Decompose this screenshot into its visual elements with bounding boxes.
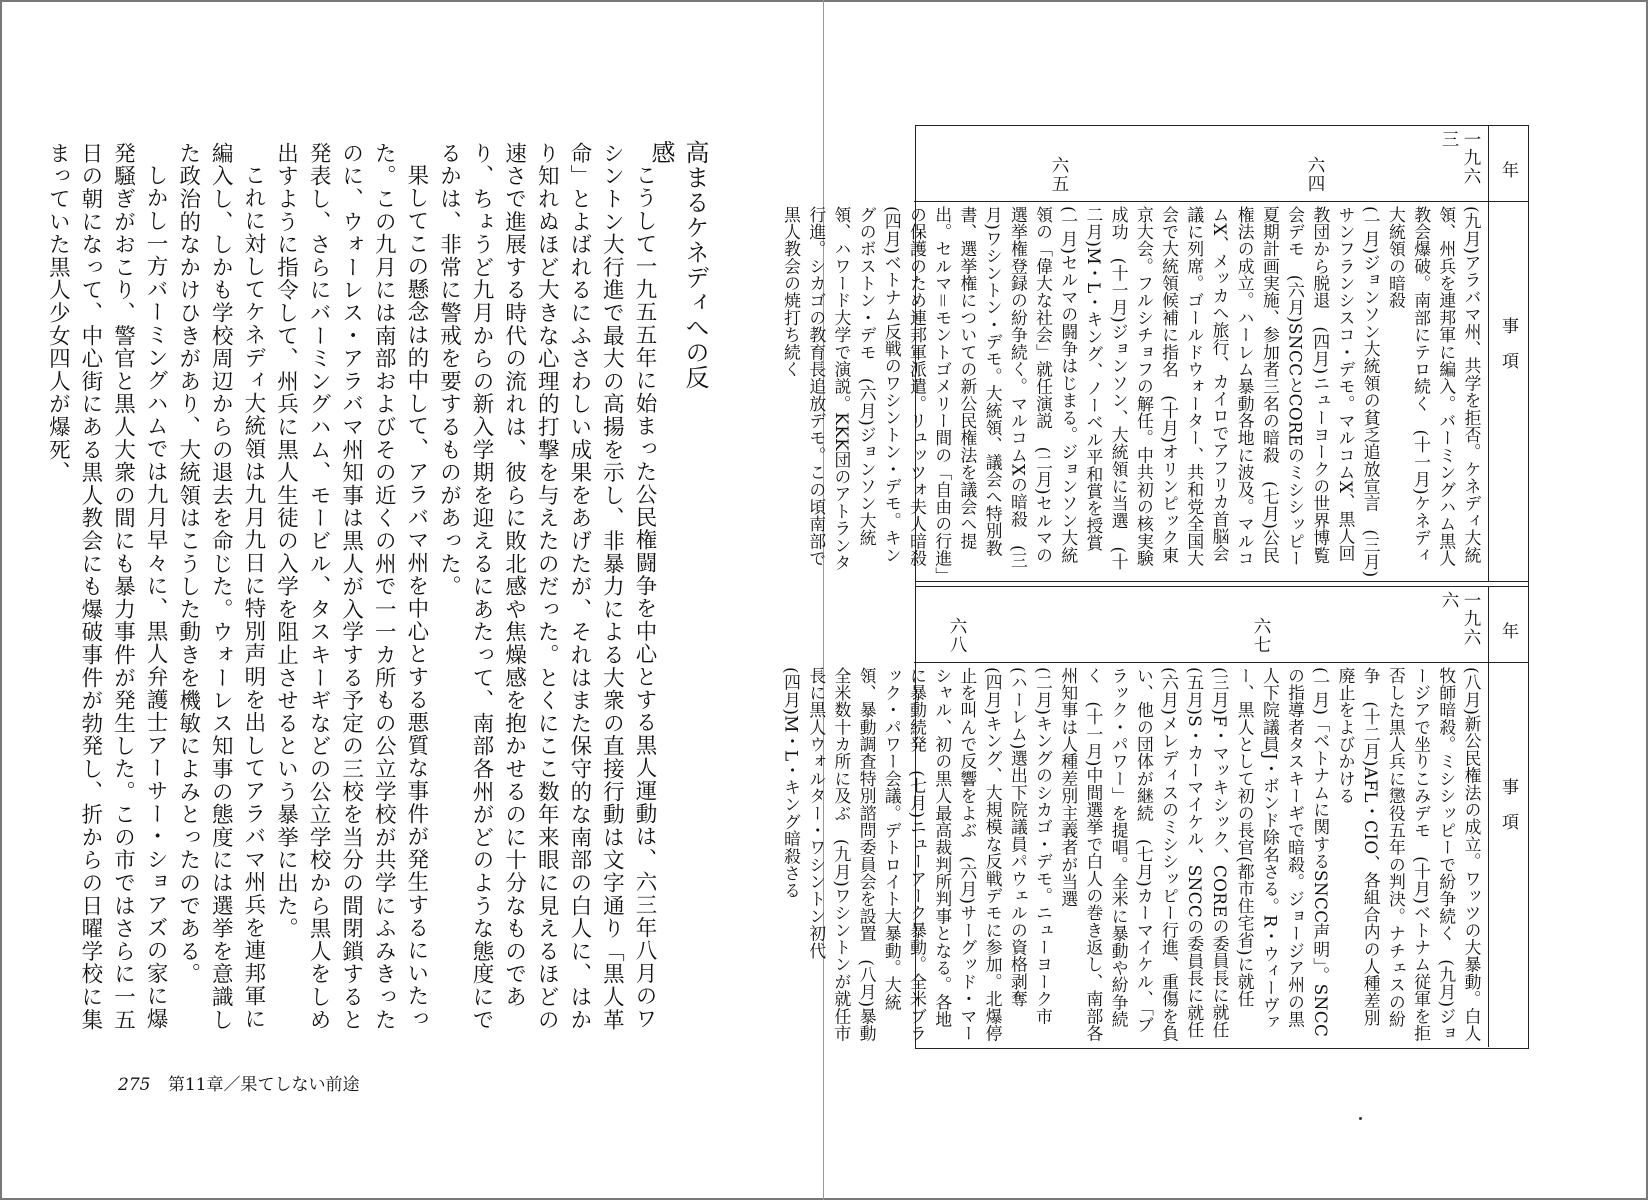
paragraph: これに対してケネディ大統領は九月九日に特別声明を出してアラバマ州兵を連邦軍に編入し、しかも学校周辺からの退去を命じた。ウォーレス知事の態度には選挙を意識した政治的なかけひきがあり、大統領はこうした動きを機敏によみとったのである。 bbox=[175, 142, 266, 1032]
print-speck bbox=[1359, 1117, 1362, 1120]
section-heading: 高まるケネディへの反感 bbox=[647, 140, 709, 390]
chronology-table bbox=[781, 125, 1529, 1056]
events-header: 事項 bbox=[1498, 317, 1518, 387]
event-entry: (四月)M・L・キング暗殺さる bbox=[781, 667, 802, 900]
events-column bbox=[781, 206, 1484, 585]
event-entry: (一月)セルマの闘争はじまる。ジョンソン大統領の「偉大な社会」就任演説 (二月)セルマの選挙権登録の紛争続く。マルコムXの暗殺 (三月)ワシントン・デモ。大統領、議会へ特別教書、選挙権についての新公民権法を議会へ提出。セルマ＝モントゴメリー間の「自由の行進」の保護のため連邦軍派遣。リュッツォ夫人暗殺 (四月)ベトナム反戦のワシントン・デモ。キングのボストン・デモ (六月)ジョンソン大統領、ハワード大学で演説。KKK団のアトランタ行進。シカゴの教育長追放デモ。この頃南部で黒人教会の焼打ち続く bbox=[781, 206, 1079, 585]
header-column bbox=[1488, 587, 1528, 1047]
events-header: 事項 bbox=[1498, 778, 1518, 848]
page-footer bbox=[118, 1070, 360, 1096]
paragraph: しかし一方バーミングハムでは九月早々に、黒人弁護士アーサー・ショアズの家に爆発騒ぎがおこり、警官と黒人大衆の間にも暴力事件が発生した。この市ではさらに一五日の朝になって、中心街にある黒人教会にも爆破事件が勃発し、折からの日曜学校に集まっていた黒人少女四人が爆死、 bbox=[45, 142, 169, 1032]
year-header: 年 bbox=[1489, 587, 1528, 663]
event-entry: (九月)アラバマ州、共学を拒否。ケネディ大統領、州兵を連邦軍に編入。バーミングハム黒人教会爆破。南部にテロ続く (十一月)ケネディ大統領の暗殺 bbox=[1386, 206, 1482, 567]
chapter-title: 第11章／果てしない前途 bbox=[167, 1075, 360, 1095]
chronology-section-1963-1965 bbox=[781, 126, 1528, 585]
event-entry: (一月)「ベトナムに関するSNCC声明」。SNCCの指導者タスキーギで暗殺。ジョージア州の黒人下院議員J・ボンド除名さる。R・ウィーヴァー、黒人として初の長官(都市住宅省)に就任 (三月)F・マッキシック、COREの委員長に就任 (五月)S・カーマイケル、SNCCの委員長に就任 (六月)メレディスのミシシッピー行進、重傷を負い、他の団体が継続 (七月)カーマイケル、「ブラック・パワー」を提唱。全米に暴動や紛争続く (十一月)中間選挙で白人の巻き返し、南部各州知事は人種差別主義者が当選 bbox=[1058, 667, 1331, 1056]
year-label: 六五 bbox=[1049, 156, 1069, 193]
event-entry: (二月)キングのシカゴ・デモ。ニューヨーク市(ハーレム)選出下院議員パウェルの資格剥奪 (四月)キング、大規模な反戦デモに参加。北爆停止を叫んで反響をよぶ (六月)サーグッド・マーシャル、初の黒人最高裁判所判事となる。各地に暴動続発 (七月)ニューアーク暴動。全米ブラック・パワー会議。デトロイト大暴動。大統領、暴動調査特別諮問委員会を設置 (八月)暴動全米数十カ所に及ぶ (九月)ワシントンが就任市長に黒人ウォルター・ワシントン初代 bbox=[806, 667, 1054, 1042]
chronology-section-1966-1968 bbox=[781, 587, 1528, 1056]
year-header: 年 bbox=[1489, 126, 1528, 202]
year-label: 六七 bbox=[1251, 617, 1271, 654]
year-label: 六四 bbox=[1305, 156, 1325, 193]
events-column bbox=[781, 667, 1484, 1056]
year-label: 一九六三 bbox=[1439, 130, 1481, 186]
paragraph: こうして一九五五年に始まった公民権闘争を中心とする黒人運動は、六三年八月のワシントン大行進で最大の高揚を示し、非暴力による大衆の直接行動は文字通り「黒人革命」とよばれるにふさわしい成果をあげたが、それはまた保守的な南部の白人に、はかり知れぬほど大きな心理的打撃を与えたのだった。とくにここ数年来眼に見えるほどの速さで進展する時代の流れは、彼らに敗北感や焦燥感を抱かせるのに十分なものであり、ちょうど九月からの新入学期を迎えるにあたって、南部各州がどのような態度にでるかは、非常に警戒を要するものがあった。 bbox=[436, 142, 657, 1032]
page-number: 275 bbox=[118, 1075, 151, 1095]
body-text bbox=[45, 142, 660, 1052]
year-label: 一九六六 bbox=[1439, 591, 1481, 647]
event-entry: (八月)新公民権法の成立。ワッツの大暴動。白人牧師暗殺。ミシシッピーで紛争続く (九月)ジョージアで坐りこみデモ (十月)ベトナム従軍を拒否した黒人兵に懲役五年の判決。ナチェスの紛争 (十二月)AFL・CIO、各組合内の人種差別廃止をよびかける bbox=[1335, 667, 1482, 1042]
header-column bbox=[1488, 126, 1528, 582]
year-label: 六八 bbox=[947, 617, 967, 654]
paragraph: 果してこの懸念は的中して、アラバマ州を中心とする悪質な事件が発生するにいたった。この九月には南部およびその近くの州で一一カ所もの公立学校が共学にふみきったのに、ウォーレス・アラバマ州知事は黒人が入学する予定の三校を当分の間閉鎖すると発表し、さらにバーミングハム、モービル、タスキーギなどの公立学校から黒人をしめ出すように指令して、州兵に黒人生徒の入学を阻止させるという暴挙に出た。 bbox=[273, 142, 429, 1032]
years-row bbox=[914, 587, 1488, 663]
event-entry: (一月)ジョンソン大統領の貧乏追放宣言 (三月)サンフランシスコ・デモ。マルコムX、黒人回教団から脱退 (四月)ニューヨークの世界博覧会デモ (六月)SNCCとCOREのミシシッピー夏期計画実施、参加者三名の暗殺 (七月)公民権法の成立。ハーレム暴動各地に波及。マルコムX、メッカへ旅行、カイロでアフリカ首脳会議に列席。ゴールドウォーター、共和党全国大会で大統領候補に指名 (十月)オリンピック東京大会。フルシチョフの解任。中共初の核実験成功 (十一月)ジョンソン、大統領に当選 (十二月)M・L・キング、ノーベル平和賞を授賞 bbox=[1083, 206, 1382, 578]
years-row bbox=[914, 126, 1488, 202]
